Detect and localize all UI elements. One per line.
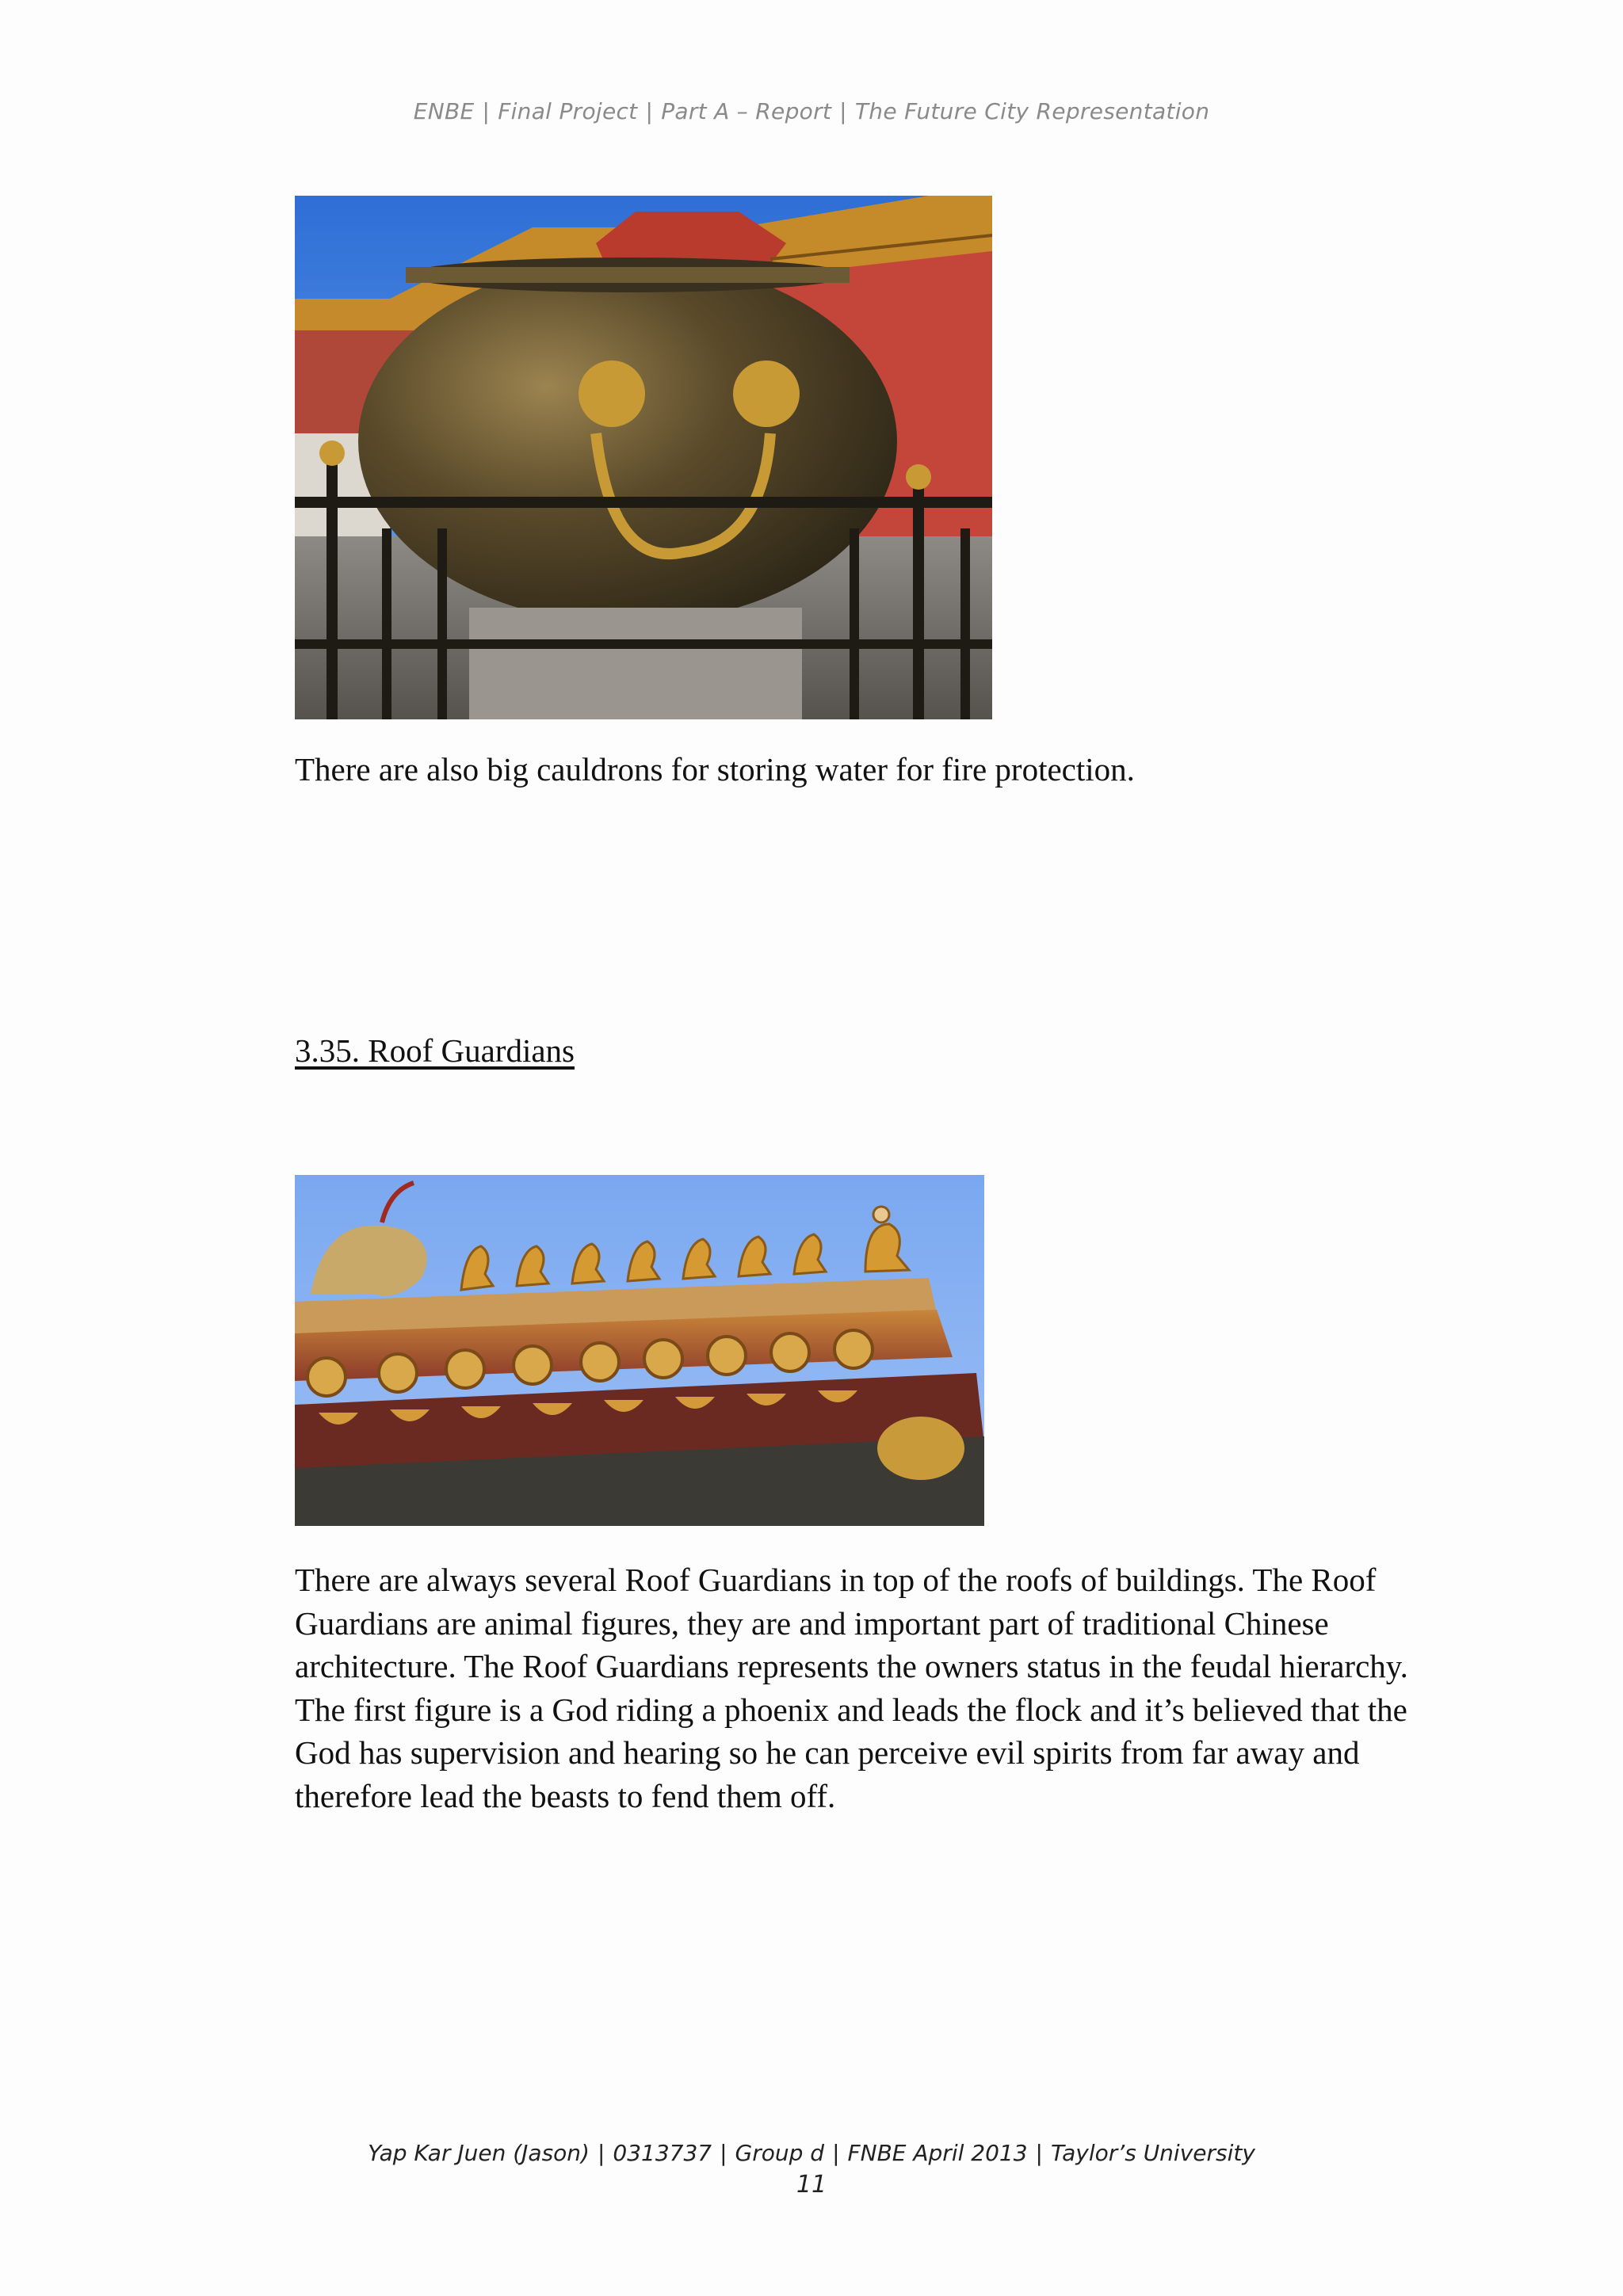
roof-guardians-photo — [295, 1175, 984, 1526]
cauldron-caption: There are also big cauldrons for storing water for fire protection. — [295, 751, 1135, 788]
footer-program: FNBE April 2013 — [847, 2140, 1028, 2166]
footer-university: Taylor’s University — [1050, 2140, 1255, 2166]
header-project: Final Project — [498, 98, 638, 124]
header-title: The Future City Representation — [854, 98, 1210, 124]
page-number: 11 — [796, 2171, 827, 2199]
header-course: ENBE — [413, 98, 475, 124]
footer-student-id: 0313737 — [613, 2140, 712, 2166]
page-footer: Yap Kar Juen (Jason) | 0313737 | Group d | FNBE April 2013 | Taylor’s University — [368, 2140, 1255, 2166]
cauldron-photo — [295, 196, 992, 719]
roof-guardians-illustration — [295, 1175, 984, 1526]
header-part: Part A – Report — [661, 98, 832, 124]
footer-group: Group d — [735, 2140, 825, 2166]
roof-guardians-description: There are always several Roof Guardians in top of the roofs of buildings. The Roof Guardians are animal figures, they are and important part of traditional Chinese architecture. The Roof Guardians represents the owners status in the feudal hierarchy. The first figure is a God riding a phoenix and leads the flock and it’s believed that the God has supervision and hearing so he can perceive evil spirits from far away and therefore lead the beasts to fend them off. — [295, 1562, 1408, 1814]
section-title: 3.35. Roof Guardians — [295, 1032, 575, 1069]
page-header: ENBE | Final Project | Part A – Report | The Future City Representation — [413, 98, 1210, 124]
footer-author: Yap Kar Juen (Jason) — [368, 2140, 590, 2166]
cauldron-illustration — [295, 196, 992, 719]
